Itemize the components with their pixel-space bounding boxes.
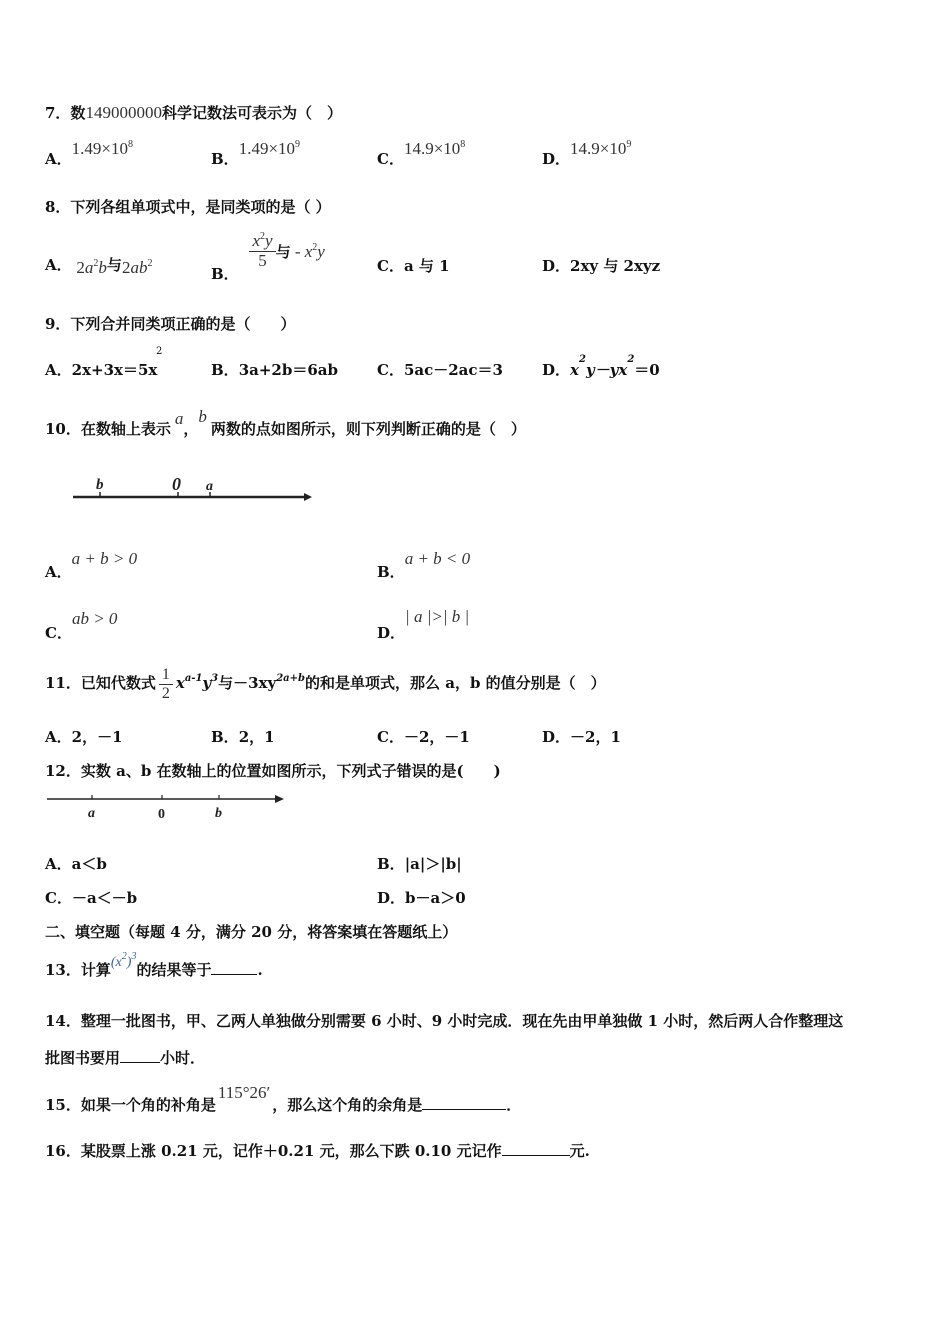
q7-option-b[interactable] [211, 138, 301, 168]
q9-option-a-text: 2x+3x＝5x [71, 361, 158, 379]
q10-option-d[interactable] [377, 606, 470, 642]
q11-option-b-text: 2，1 [238, 728, 275, 746]
q10-option-a-math: a + b > 0 [71, 549, 138, 568]
q13-stem [45, 951, 263, 980]
q12-option-c-text: －a＜－b [71, 889, 138, 907]
q7-stem [45, 102, 342, 123]
q8-option-a[interactable] [45, 254, 152, 275]
q8-stem: 8．下列各组单项式中，是同类项的是（ ） [45, 198, 331, 216]
q8-option-b-fraction: $\frac{x^2y}{5}$ [249, 232, 275, 270]
q15-prefix: 15．如果一个角的补角是 [45, 1096, 216, 1114]
q9-option-a[interactable] [45, 359, 157, 380]
q11-stem [45, 666, 606, 702]
q7-option-c-label: C． [377, 150, 404, 168]
q12-axis-label-b: b [215, 806, 222, 821]
q10-axis-label-b: b [96, 477, 104, 493]
q8-option-c[interactable] [377, 255, 450, 276]
q7-option-c-value: $14.9\times 10^8$ [403, 139, 466, 158]
q11-option-c-label: C． [377, 728, 404, 746]
q12-option-d[interactable] [377, 887, 466, 908]
q11-exponent: 2a+b [276, 673, 306, 685]
q8-option-c-label: C． [377, 257, 404, 275]
q10-option-c[interactable] [45, 608, 118, 642]
q12-option-a-label: A． [45, 855, 72, 873]
q13-prefix: 13．计算 [45, 961, 111, 979]
q11-option-d-text: －2，1 [570, 728, 621, 746]
q9-option-a-exp: 2 [156, 346, 163, 357]
q15-suffix: ，那么这个角的余角是 [272, 1096, 423, 1114]
q12-axis-label-a: a [88, 806, 95, 821]
q16-answer-blank[interactable] [502, 1141, 570, 1156]
q9-option-d-expr: $x^2y-yx^2$ [570, 354, 635, 379]
q7-option-b-value: $1.49\times 10^9$ [238, 139, 301, 158]
q7-option-c[interactable] [377, 138, 466, 168]
q10-option-c-math: ab > 0 [71, 609, 118, 628]
q7-stem-suffix: 科学记数法可表示为（ ） [161, 104, 342, 122]
q7-option-d-value: $14.9\times 10^9$ [570, 139, 632, 158]
q12-number-line [44, 788, 289, 824]
q11-option-a-label: A． [45, 728, 72, 746]
q11-stem-prefix: 11．已知代数式 [45, 674, 156, 693]
q10-option-a-label: A． [45, 563, 72, 581]
q8-option-b-expr2: - $x^2y$ [290, 242, 325, 262]
q9-option-b[interactable] [211, 359, 338, 380]
q10-option-b-label: B． [377, 563, 405, 581]
q11-stem-suffix: 的和是单项式，那么 a，b 的值分别是（ ） [305, 674, 606, 693]
q11-option-d-label: D． [542, 728, 571, 746]
q10-option-b[interactable] [377, 548, 471, 581]
q8-option-d-label: D． [542, 257, 571, 275]
q7-option-d-label: D． [542, 150, 571, 168]
q8-option-a-label: A． [45, 256, 72, 274]
q16-prefix: 16．某股票上涨 0.21 元，记作＋0.21 元，那么下跌 0.10 元记作 [45, 1142, 502, 1160]
q9-option-d[interactable] [542, 354, 660, 380]
q10-option-b-math: a + b < 0 [404, 549, 471, 568]
q9-option-c-label: C． [377, 361, 404, 379]
q10-stem-suffix: 两数的点如图所示，则下列判断正确的是（ ） [210, 420, 526, 438]
q11-stem-mid: 与－3xy [218, 674, 277, 693]
q10-option-c-label: C． [45, 624, 72, 642]
q8-option-d[interactable] [542, 255, 660, 276]
q7-option-d[interactable] [542, 138, 632, 168]
q9-option-c-text: 5ac－2ac＝3 [403, 361, 503, 379]
q13-answer-blank[interactable] [211, 960, 257, 975]
q9-option-b-label: B． [211, 361, 239, 379]
q12-option-d-text: b－a＞0 [405, 889, 466, 907]
q15-stem [45, 1083, 522, 1115]
q12-option-c-label: C． [45, 889, 72, 907]
q7-number: 149000000 [85, 103, 162, 122]
q12-option-b-label: B． [377, 855, 405, 873]
q11-option-a-text: 2，－1 [71, 728, 123, 746]
q8-option-c-text: a 与 1 [403, 257, 450, 275]
q12-axis-arrow [275, 795, 284, 803]
q10-stem [45, 407, 526, 439]
q14-line2-prefix: 批图书要用 [45, 1049, 121, 1067]
q9-option-b-text: 3a+2b＝6ab [238, 361, 338, 379]
q9-option-a-label: A． [45, 361, 72, 379]
q15-answer-blank[interactable] [422, 1095, 506, 1110]
q11-fraction: $\frac{1}{2}$ [159, 666, 173, 702]
q9-stem: 9．下列合并同类项正确的是（ ） [45, 315, 296, 333]
q8-option-b-label: B． [211, 265, 239, 284]
q9-option-c[interactable] [377, 359, 503, 380]
q14-answer-blank[interactable] [120, 1048, 160, 1063]
q15-angle: 115°26′ [217, 1083, 271, 1102]
q11-term1: $x^{a-1}y^3$ [175, 673, 219, 693]
q11-option-b-label: B． [211, 728, 239, 746]
q7-option-a-label: A． [45, 150, 72, 168]
q10-axis-label-a: a [206, 479, 213, 494]
q10-axis-arrow [304, 493, 312, 501]
q7-option-b-label: B． [211, 150, 239, 168]
q11-option-a[interactable] [45, 726, 123, 747]
q10-option-d-label: D． [377, 624, 406, 642]
q14-line2-suffix: 小时． [160, 1049, 206, 1067]
q10-option-a[interactable] [45, 548, 138, 581]
q12-option-a[interactable] [45, 853, 107, 874]
q16-stem [45, 1140, 590, 1161]
q11-option-b[interactable] [211, 726, 275, 747]
q10-comma: ， [183, 420, 199, 438]
q15-end: ． [506, 1096, 522, 1114]
q16-suffix: 元. [569, 1142, 590, 1160]
q13-expression: $(x^2)^3$ [110, 951, 137, 970]
q14-line1: 14．整理一批图书，甲、乙两人单独做分别需要 6 小时、9 小时完成．现在先由甲单独做 1 小时，然后两人合作整理这 [45, 1012, 844, 1030]
q10-var-b: b [198, 407, 207, 426]
section2-title: 二、填空题（每题 4 分，满分 20 分，将答案填在答题纸上） [45, 923, 458, 941]
q11-option-d[interactable] [542, 726, 621, 747]
q8-option-b-with: 与 [275, 243, 291, 262]
q8-option-b[interactable] [211, 231, 325, 284]
q12-option-d-label: D． [377, 889, 406, 907]
q10-number-line [68, 470, 313, 506]
q10-axis-label-zero: 0 [172, 474, 181, 494]
q7-stem-prefix: 7．数 [45, 104, 86, 122]
q12-option-c[interactable] [45, 887, 137, 908]
q7-option-a-value: $1.49\times 10^8$ [71, 139, 133, 158]
q9-option-d-label: D． [542, 361, 571, 379]
q10-var-a: a [174, 409, 184, 428]
q8-option-d-text: 2xy 与 2xyz [570, 257, 661, 275]
q13-suffix: 的结果等于 [136, 961, 212, 979]
q11-option-c[interactable] [377, 726, 470, 747]
q8-option-a-with: 与 [106, 256, 122, 274]
q13-end: . [257, 961, 263, 979]
q12-option-b-text: |a|＞|b| [404, 855, 462, 873]
q12-axis-label-zero: 0 [158, 807, 165, 822]
q9-option-d-tail: ＝0 [634, 361, 660, 379]
q8-option-a-expr1: $2a^2b$ [76, 258, 107, 277]
q14-line2 [45, 1047, 205, 1068]
q7-option-a[interactable] [45, 138, 133, 168]
q12-stem: 12．实数 a、b 在数轴上的位置如图所示，下列式子错误的是( ) [45, 762, 501, 780]
q12-option-b[interactable] [377, 853, 462, 874]
q10-option-d-math: | a |>| b | [405, 607, 470, 626]
q11-option-c-text: －2，－1 [403, 728, 470, 746]
q8-option-a-expr2: $2ab^2$ [121, 258, 153, 277]
q10-stem-prefix: 10．在数轴上表示 [45, 420, 171, 438]
q12-option-a-text: a＜b [71, 855, 107, 873]
